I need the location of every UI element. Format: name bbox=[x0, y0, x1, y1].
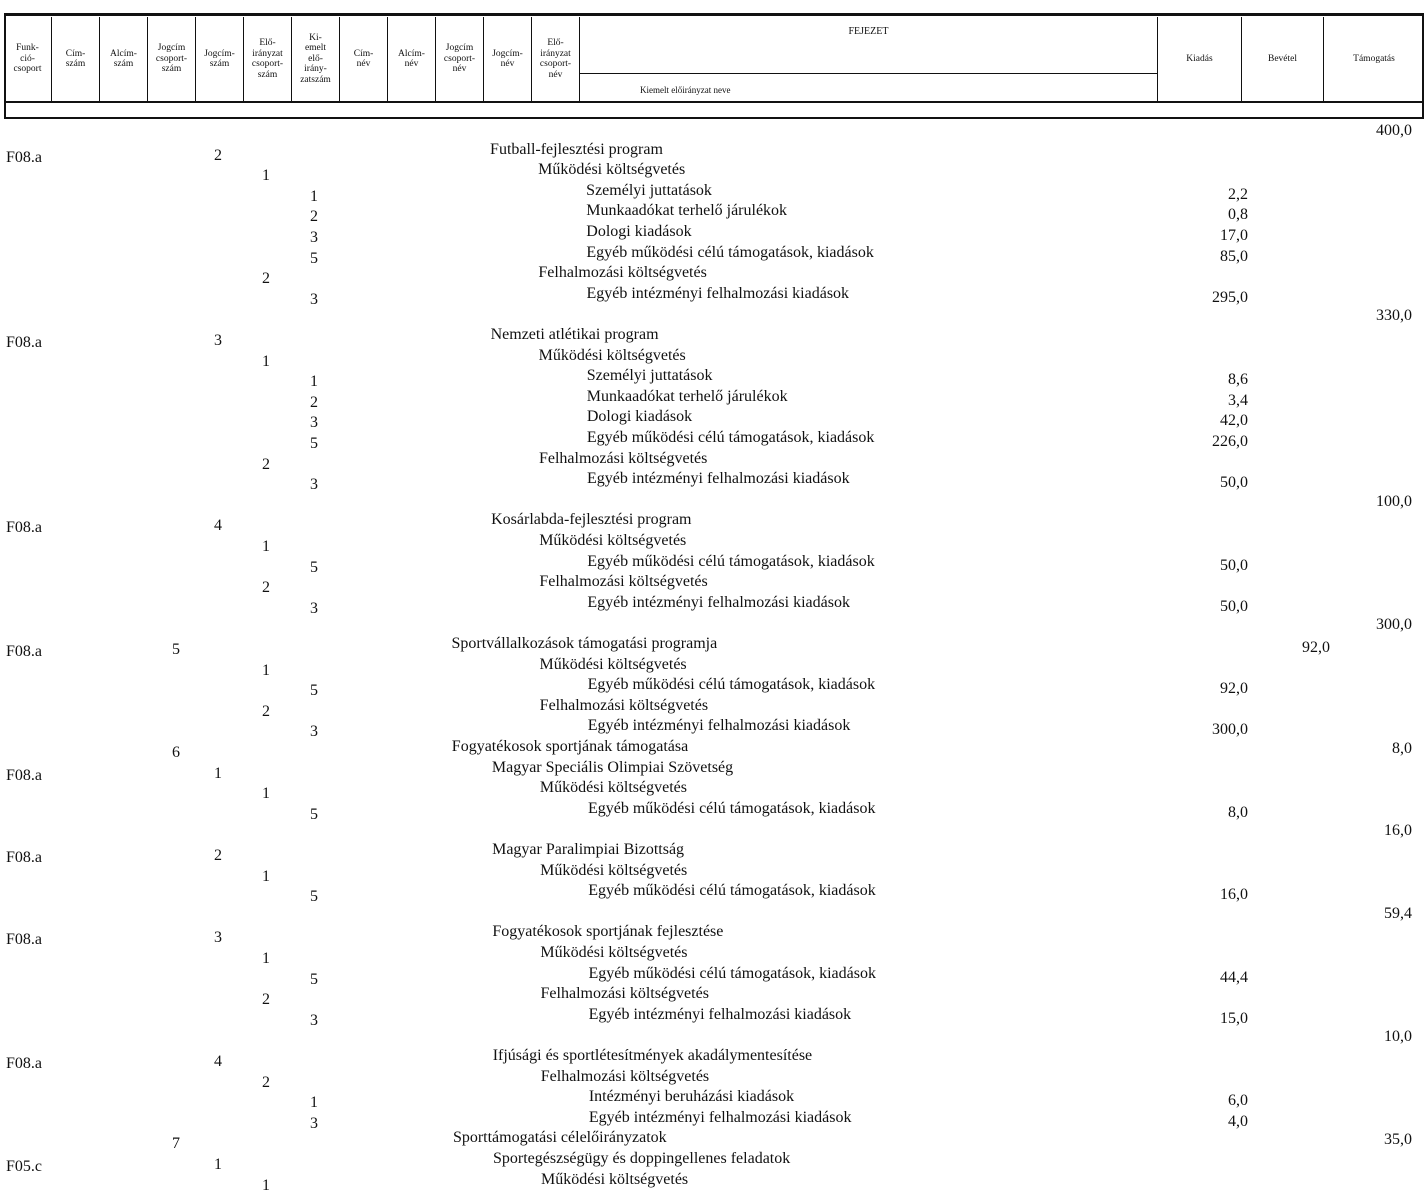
fejezet-title: FEJEZET bbox=[848, 26, 889, 37]
row-code-c5: 2 bbox=[214, 847, 222, 864]
row-name: Sporttámogatási célelőirányzatok bbox=[452, 1129, 667, 1147]
row-funkciocsoport: F08.a bbox=[6, 766, 42, 784]
row-code-c7: 3 bbox=[310, 723, 318, 741]
row-code-c7: 3 bbox=[310, 229, 318, 246]
row-name: Magyar Speciális Olimpiai Szövetség bbox=[491, 758, 734, 776]
row-name: Felhalmozási költségvetés bbox=[540, 985, 709, 1003]
row-code-c7: 5 bbox=[310, 558, 318, 576]
header-col-bevetel: Bevétel bbox=[1242, 17, 1324, 101]
row-code-c7: 2 bbox=[310, 393, 318, 411]
row-funkciocsoport: F05.c bbox=[6, 1158, 42, 1175]
row-code-c4: 6 bbox=[172, 744, 180, 761]
row-name: Felhalmozási költségvetés bbox=[539, 696, 709, 714]
row-name: Működési költségvetés bbox=[540, 944, 688, 961]
row-code-c7: 3 bbox=[310, 414, 318, 432]
row-kiadas: 15,0 bbox=[1220, 1009, 1248, 1027]
row-tamogatas: 330,0 bbox=[1376, 307, 1412, 325]
row-name: Egyéb intézményi felhalmozási kiadások bbox=[587, 717, 851, 735]
row-name: Működési költségvetés bbox=[539, 532, 687, 549]
row-name: Magyar Paralimpiai Bizottság bbox=[492, 841, 685, 858]
table-header-cells bbox=[4, 17, 1424, 101]
row-code-c6: 2 bbox=[262, 702, 270, 720]
row-name: Felhalmozási költségvetés bbox=[538, 264, 707, 282]
row-name: Felhalmozási költségvetés bbox=[538, 449, 708, 467]
row-name: Működési költségvetés bbox=[540, 861, 688, 879]
row-funkciocsoport: F08.a bbox=[6, 931, 42, 949]
row-code-c7: 5 bbox=[310, 682, 318, 700]
row-name: Dologi kiadások bbox=[586, 408, 693, 426]
row-tamogatas: 400,0 bbox=[1376, 122, 1412, 139]
row-code-c6: 1 bbox=[262, 785, 270, 803]
header-col-funkciocsoport: Funk- ció- csoport bbox=[4, 17, 52, 101]
row-name: Személyi juttatások bbox=[586, 181, 712, 199]
row-name: Egyéb működési célú támogatások, kiadások bbox=[588, 964, 876, 982]
row-kiadas: 8,6 bbox=[1228, 371, 1248, 389]
row-name: Egyéb működési célú támogatások, kiadások bbox=[586, 243, 874, 261]
row-kiadas: 6,0 bbox=[1228, 1092, 1248, 1110]
row-name: Fogyatékosok sportjának támogatása bbox=[451, 738, 689, 755]
row-name: Egyéb működési célú támogatások, kiadások bbox=[588, 882, 876, 900]
row-code-c5: 4 bbox=[214, 517, 222, 535]
header-col-jogcimcsoportszam: Jogcím csoport- szám bbox=[148, 17, 196, 101]
row-code-c7: 2 bbox=[310, 208, 318, 226]
row-name: Sportvállalkozások támogatási programja bbox=[451, 635, 718, 652]
row-name: Személyi juttatások bbox=[586, 367, 713, 385]
header-bottom-rule bbox=[4, 101, 1424, 103]
row-tamogatas: 10,0 bbox=[1384, 1028, 1412, 1046]
row-bevetel: 92,0 bbox=[1302, 639, 1330, 656]
row-name: Munkaadókat terhelő járulékok bbox=[586, 202, 788, 220]
row-code-c4: 5 bbox=[172, 641, 180, 658]
header-col-jogcimnev: Jogcím- név bbox=[484, 17, 532, 101]
row-funkciocsoport: F08.a bbox=[6, 148, 42, 166]
row-code-c7: 1 bbox=[310, 187, 318, 205]
row-funkciocsoport: F08.a bbox=[6, 519, 42, 537]
row-code-c5: 1 bbox=[214, 764, 222, 782]
row-name: Felhalmozási költségvetés bbox=[539, 573, 708, 591]
row-kiadas: 17,0 bbox=[1220, 227, 1248, 244]
row-code-c7: 3 bbox=[310, 1114, 318, 1132]
row-name: Működési költségvetés bbox=[541, 1170, 689, 1188]
fejezet-divider bbox=[580, 73, 1157, 74]
row-code-c7: 3 bbox=[310, 1011, 318, 1029]
row-tamogatas: 35,0 bbox=[1384, 1131, 1412, 1149]
row-code-c7: 1 bbox=[310, 1094, 318, 1112]
header-col-alcimnev: Alcím- név bbox=[388, 17, 436, 101]
header-col-kiadas: Kiadás bbox=[1158, 17, 1242, 101]
row-kiadas: 8,0 bbox=[1228, 803, 1248, 821]
row-name: Működési költségvetés bbox=[538, 161, 686, 179]
row-name: Egyéb intézményi felhalmozási kiadások bbox=[587, 593, 850, 611]
row-name: Egyéb működési célú támogatások, kiadások bbox=[586, 429, 875, 446]
row-funkciocsoport: F08.a bbox=[6, 334, 42, 351]
row-funkciocsoport: F08.a bbox=[6, 849, 42, 866]
row-name: Sportegészségügy és doppingellenes feladatok bbox=[493, 1150, 791, 1167]
row-kiadas: 300,0 bbox=[1212, 721, 1248, 739]
row-name: Egyéb intézményi felhalmozási kiadások bbox=[588, 1108, 852, 1126]
row-code-c6: 1 bbox=[262, 1176, 270, 1194]
row-code-c7: 3 bbox=[310, 599, 318, 617]
header-col-tamogatas: Támogatás bbox=[1353, 53, 1395, 64]
row-code-c6: 1 bbox=[262, 950, 270, 967]
row-kiadas: 3,4 bbox=[1228, 391, 1248, 409]
row-name: Egyéb működési célú támogatások, kiadások bbox=[587, 676, 876, 694]
row-tamogatas: 8,0 bbox=[1392, 740, 1412, 757]
row-code-c6: 2 bbox=[262, 991, 270, 1009]
row-code-c6: 1 bbox=[262, 661, 270, 679]
row-kiadas: 85,0 bbox=[1220, 247, 1248, 265]
row-name: Működési költségvetés bbox=[538, 346, 686, 364]
header-col-cimnev: Cím- név bbox=[340, 17, 388, 101]
row-name: Fogyatékosok sportjának fejlesztése bbox=[492, 923, 724, 941]
header-col-fejezet bbox=[580, 17, 1158, 101]
header-col-eloiranyzatcsoportnev: Elő- irányzat csoport- név bbox=[532, 17, 580, 101]
row-name: Egyéb működési célú támogatások, kiadások bbox=[587, 799, 876, 817]
header-col-kiemeltszam: Ki- emelt elő- irány- zatszám bbox=[292, 17, 340, 101]
row-name: Kosárlabda-fejlesztési program bbox=[491, 511, 692, 529]
row-code-c7: 5 bbox=[310, 805, 318, 823]
header-col-cimszam: Cím- szám bbox=[52, 17, 100, 101]
row-tamogatas: 100,0 bbox=[1376, 492, 1412, 510]
row-code-c7: 5 bbox=[310, 249, 318, 267]
row-code-c6: 2 bbox=[262, 270, 270, 288]
row-code-c7: 5 bbox=[310, 435, 318, 452]
row-kiadas: 0,8 bbox=[1228, 206, 1248, 224]
row-funkciocsoport: F08.a bbox=[6, 643, 42, 660]
row-code-c7: 5 bbox=[310, 888, 318, 906]
row-kiadas: 42,0 bbox=[1220, 412, 1248, 430]
row-name: Nemzeti atlétikai program bbox=[490, 326, 659, 343]
row-tamogatas: 59,4 bbox=[1384, 904, 1412, 922]
header-col-jogcimszam: Jogcím- szám bbox=[196, 17, 244, 101]
row-code-c5: 4 bbox=[214, 1053, 222, 1070]
row-name: Dologi kiadások bbox=[586, 223, 692, 240]
kiemelt-eloiranyzat-neve: Kiemelt előirányzat neve bbox=[640, 85, 731, 95]
row-kiadas: 50,0 bbox=[1220, 556, 1248, 574]
row-code-c7: 3 bbox=[310, 476, 318, 494]
row-kiadas: 16,0 bbox=[1220, 886, 1248, 904]
row-name: Felhalmozási költségvetés bbox=[540, 1067, 710, 1085]
row-code-c7: 1 bbox=[310, 373, 318, 391]
row-name: Egyéb működési célú támogatások, kiadások bbox=[587, 552, 875, 570]
row-code-c7: 5 bbox=[310, 970, 318, 988]
row-name: Működési költségvetés bbox=[539, 779, 687, 797]
row-tamogatas: 16,0 bbox=[1384, 822, 1412, 840]
row-name: Ifjúsági és sportlétesítmények akadálymentesítése bbox=[492, 1047, 813, 1064]
row-name: Intézményi beruházási kiadások bbox=[588, 1088, 795, 1106]
row-code-c6: 1 bbox=[262, 167, 270, 185]
row-kiadas: 295,0 bbox=[1212, 288, 1248, 306]
row-kiadas: 44,4 bbox=[1220, 968, 1248, 986]
row-name: Működési költségvetés bbox=[539, 655, 687, 673]
row-code-c5: 1 bbox=[214, 1156, 222, 1173]
row-kiadas: 92,0 bbox=[1220, 680, 1248, 698]
row-code-c7: 3 bbox=[310, 290, 318, 308]
row-kiadas: 2,2 bbox=[1228, 185, 1248, 203]
row-code-c4: 7 bbox=[172, 1135, 180, 1153]
row-tamogatas: 300,0 bbox=[1376, 616, 1412, 634]
header-col-alcimszam: Alcím- szám bbox=[100, 17, 148, 101]
row-code-c5: 3 bbox=[214, 332, 222, 349]
row-code-c6: 2 bbox=[262, 1073, 270, 1091]
row-kiadas: 226,0 bbox=[1212, 433, 1248, 450]
row-code-c6: 1 bbox=[262, 867, 270, 885]
row-code-c6: 1 bbox=[262, 352, 270, 370]
row-name: Egyéb intézményi felhalmozási kiadások bbox=[586, 284, 850, 302]
row-kiadas: 4,0 bbox=[1228, 1112, 1248, 1130]
row-code-c5: 3 bbox=[214, 929, 222, 947]
row-code-c5: 2 bbox=[214, 146, 222, 164]
row-name: Futball-fejlesztési program bbox=[490, 140, 663, 158]
row-funkciocsoport: F08.a bbox=[6, 1055, 42, 1072]
row-name: Munkaadókat terhelő járulékok bbox=[586, 387, 788, 405]
row-name: Egyéb intézményi felhalmozási kiadások bbox=[587, 470, 850, 488]
row-name: Egyéb intézményi felhalmozási kiadások bbox=[588, 1005, 852, 1023]
row-code-c6: 2 bbox=[262, 455, 270, 473]
header-col-jogcimcsoportnev: Jogcím csoport- név bbox=[436, 17, 484, 101]
header-col-eloiranyzatcsoportszam: Elő- irányzat csoport- szám bbox=[244, 17, 292, 101]
row-kiadas: 50,0 bbox=[1220, 474, 1248, 492]
row-code-c6: 1 bbox=[262, 538, 270, 555]
row-kiadas: 50,0 bbox=[1220, 597, 1248, 615]
row-code-c6: 2 bbox=[262, 579, 270, 597]
